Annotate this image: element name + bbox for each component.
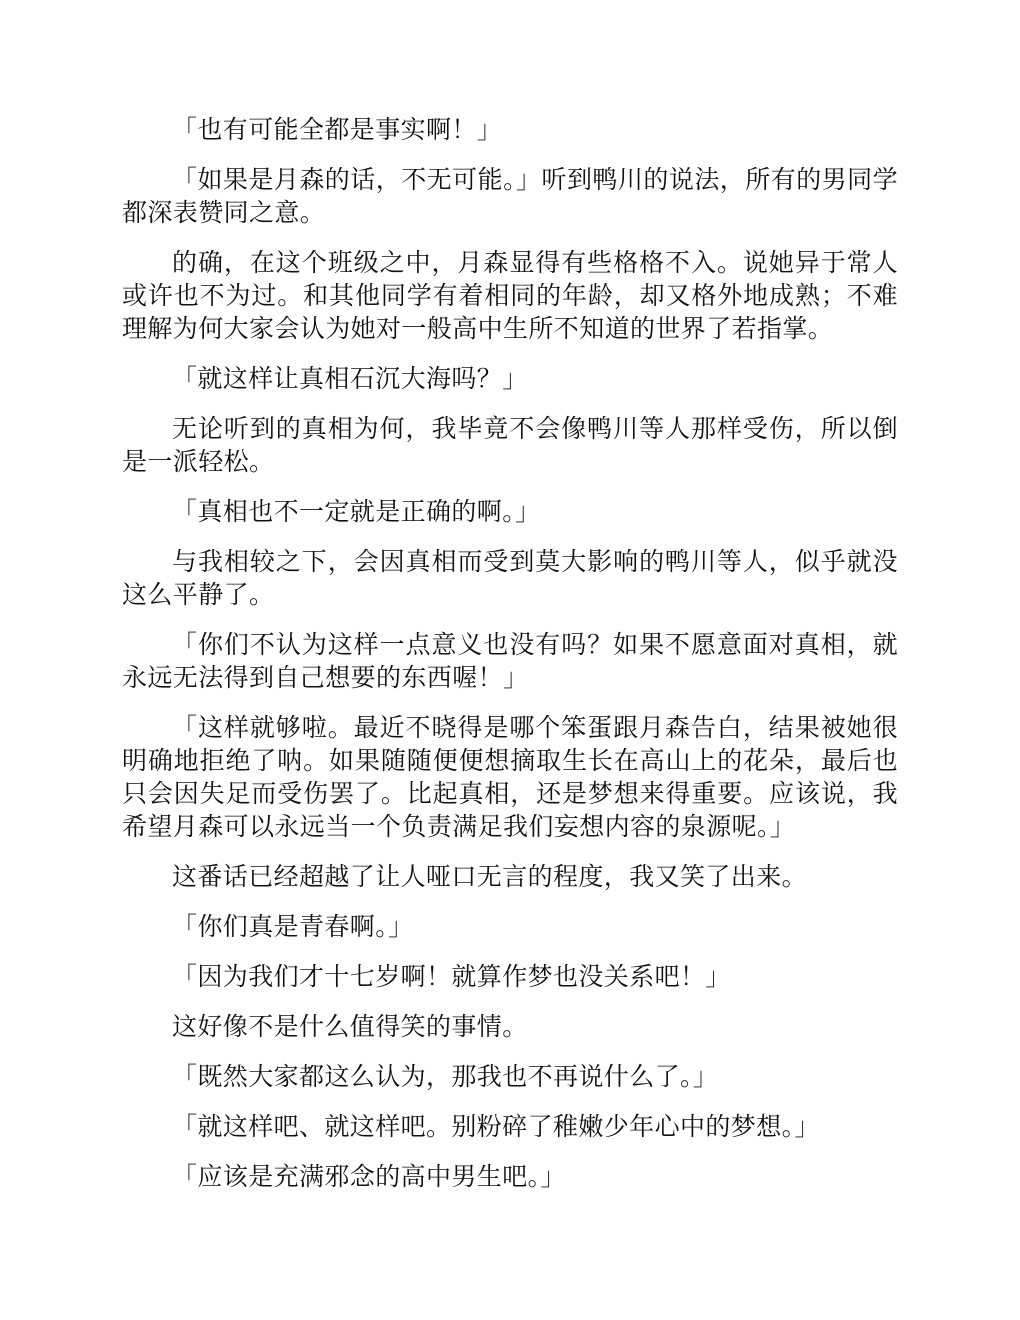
document-page: [122, 113, 898, 1210]
paragraph-5: 无论听到的真相为何，我毕竟不会像鸭川等人那样受伤，所以倒是一派轻松。: [122, 414, 898, 476]
paragraph-2: 「如果是月森的话，不无可能。」听到鸭川的说法，所有的男同学都深表赞同之意。: [122, 165, 898, 227]
paragraph-9: 「这样就够啦。最近不晓得是哪个笨蛋跟月森告白，结果被她很明确地拒绝了呐。如果随随便便想摘取生长在高山上的花朵，最后也只会因失足而受伤罢了。比起真相，还是梦想来得重要。应该说，我希望月森可以永远当一个负责满足我们妄想内容的泉源呢。」: [122, 713, 898, 841]
paragraph-16: 「应该是充满邪念的高中男生吧。」: [172, 1162, 566, 1191]
paragraph-12: 「因为我们才十七岁啊！就算作梦也没关系吧！」: [172, 962, 731, 991]
paragraph-3: 的确，在这个班级之中，月森显得有些格格不入。说她异于常人或许也不为过。和其他同学有着相同的年龄，却又格外地成熟；不难理解为何大家会认为她对一般高中生所不知道的世界了若指掌。: [122, 248, 898, 343]
paragraph-13: 这好像不是什么值得笑的事情。: [172, 1012, 528, 1041]
paragraph-11: 「你们真是青春啊。」: [172, 912, 414, 941]
paragraph-7: 与我相较之下，会因真相而受到莫大影响的鸭川等人，似乎就没这么平静了。: [122, 547, 898, 609]
paragraph-4: 「就这样让真相石沉大海吗？」: [172, 364, 528, 393]
paragraph-8: 「你们不认为这样一点意义也没有吗？如果不愿意面对真相，就永远无法得到自己想要的东西喔！」: [122, 630, 898, 692]
paragraph-14: 「既然大家都这么认为，那我也不再说什么了。」: [172, 1062, 719, 1091]
paragraph-10: 这番话已经超越了让人哑口无言的程度，我又笑了出来。: [172, 862, 808, 891]
paragraph-6: 「真相也不一定就是正确的啊。」: [172, 497, 541, 526]
paragraph-15: 「就这样吧、就这样吧。别粉碎了稚嫩少年心中的梦想。」: [172, 1112, 820, 1141]
paragraph-1: 「也有可能全都是事实啊！」: [172, 115, 503, 144]
